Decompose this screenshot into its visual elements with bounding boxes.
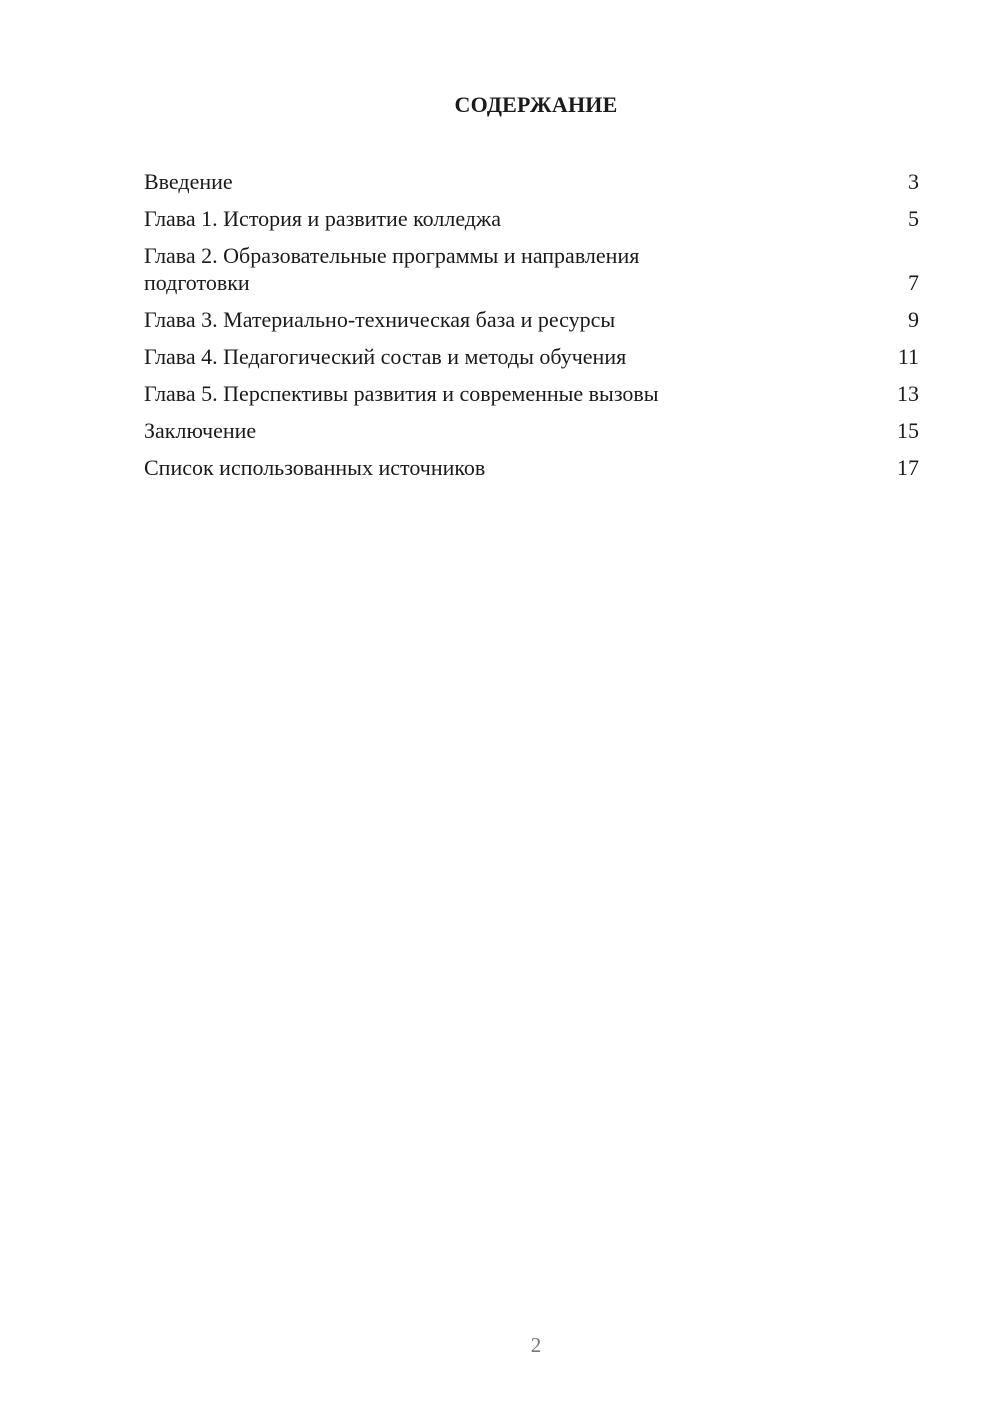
toc-entry-page: 9: [908, 307, 919, 332]
toc-entry-label: Список использованных источников: [144, 455, 486, 480]
toc-entry-label: Глава 4. Педагогический состав и методы обучения: [144, 344, 627, 369]
toc-entry: [144, 417, 919, 444]
toc-entry: [144, 306, 919, 333]
toc-entry-label: Заключение: [144, 418, 257, 443]
toc-entry: [144, 343, 919, 370]
toc-entry: [144, 168, 919, 195]
toc-entry-page: 13: [897, 381, 919, 406]
toc-entry-label: Глава 3. Материально-техническая база и ресурсы: [144, 307, 616, 332]
toc-entry-label: Глава 5. Перспективы развития и современные вызовы: [144, 381, 659, 406]
toc-entry-label: Глава 1. История и развитие колледжа: [144, 206, 501, 231]
toc-entry-label: Введение: [144, 169, 233, 194]
table-of-contents: [144, 168, 919, 491]
toc-entry-page: 11: [897, 344, 919, 369]
toc-entry: [144, 242, 919, 296]
toc-entry: [144, 380, 919, 407]
page-title: СОДЕРЖАНИЕ: [454, 92, 618, 117]
page-number: 2: [530, 1333, 542, 1357]
toc-entry: [144, 454, 919, 481]
toc-entry-label: Глава 2. Образовательные программы и направления подготовки: [144, 243, 640, 295]
toc-entry-page: 5: [908, 206, 919, 231]
toc-entry: [144, 205, 919, 232]
toc-entry-page: 15: [897, 418, 919, 443]
toc-entry-page: 7: [908, 270, 919, 295]
toc-entry-page: 17: [897, 455, 919, 480]
toc-entry-page: 3: [908, 169, 919, 194]
